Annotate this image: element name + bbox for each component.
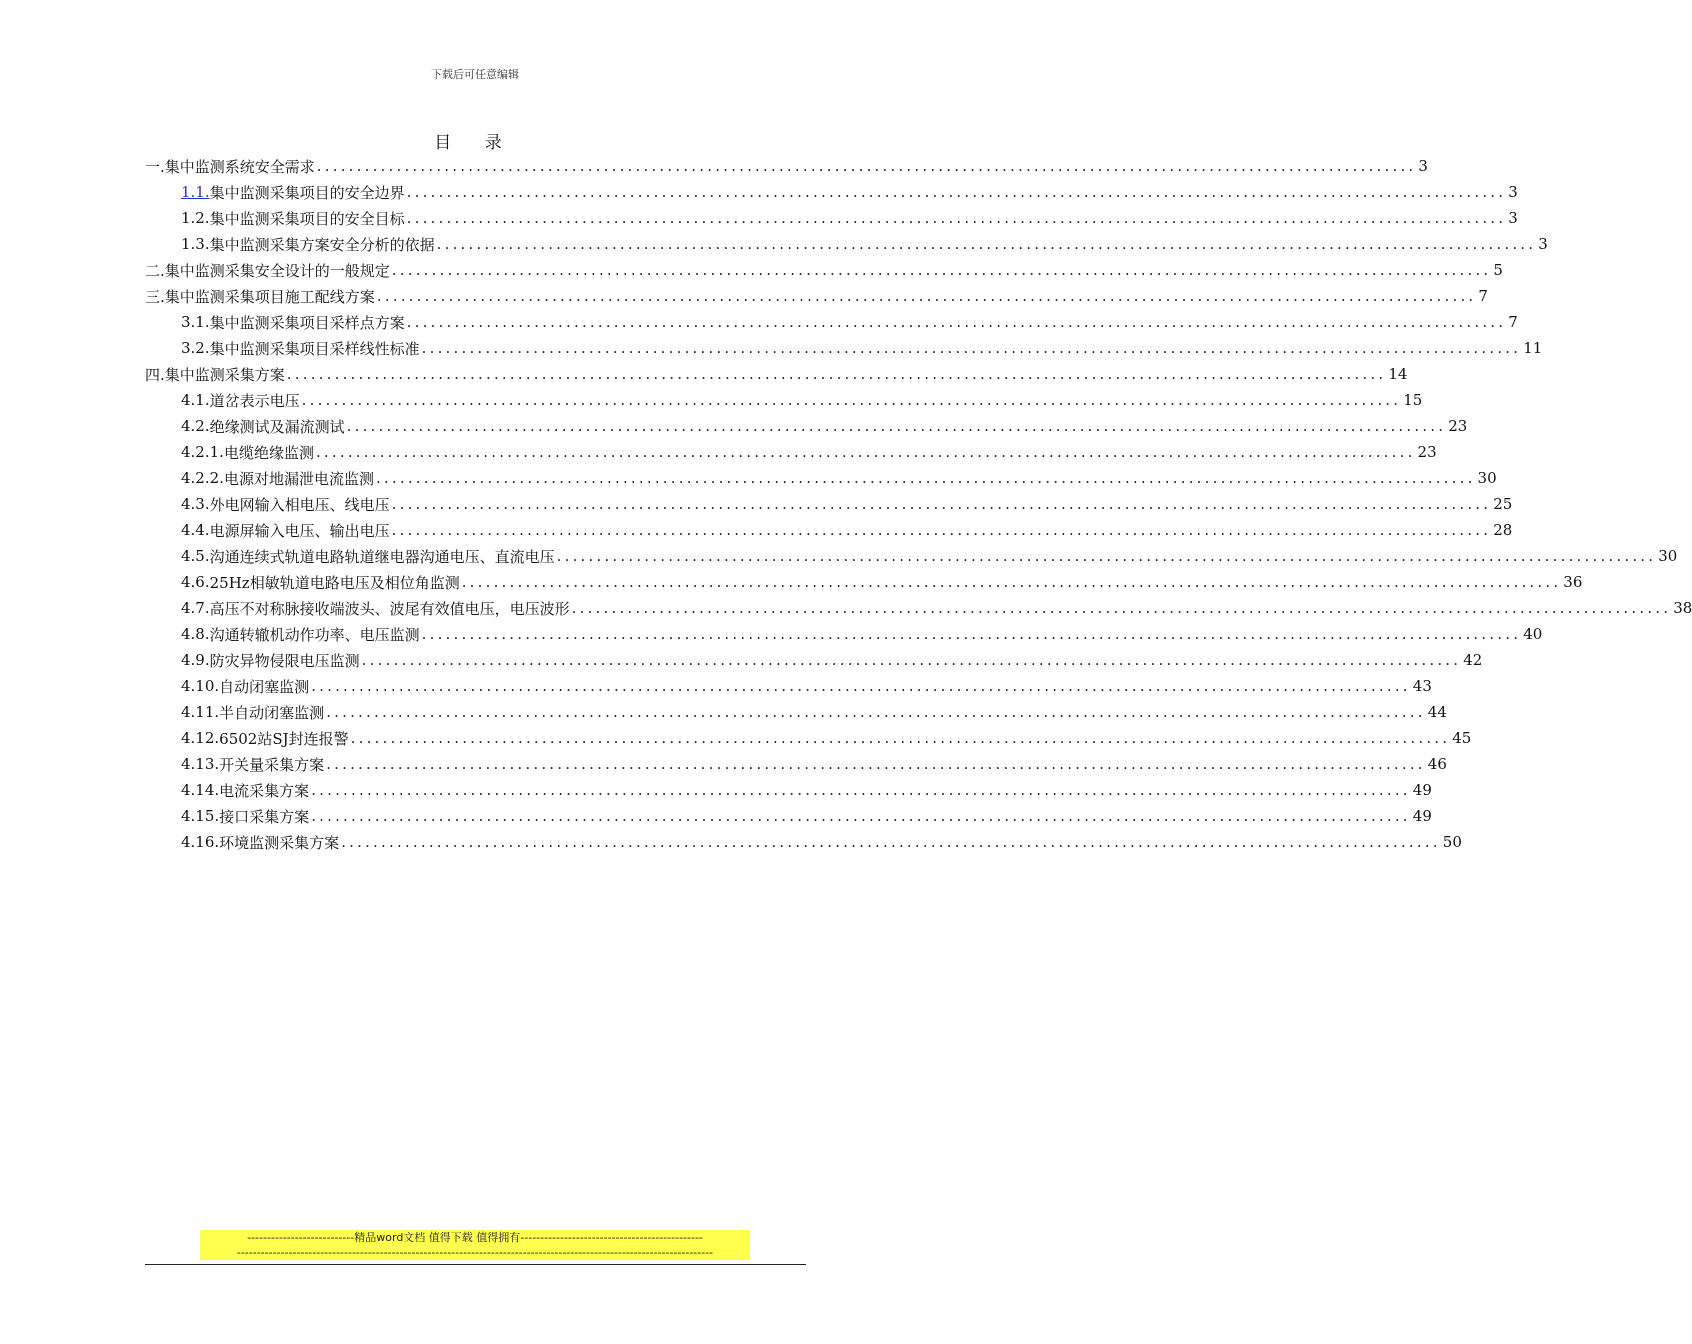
toc-entry[interactable] [181,621,1543,647]
toc-entry[interactable] [181,777,1432,803]
toc-entry[interactable] [181,387,1423,413]
toc-entry-number: 4.11. [181,703,220,721]
toc-leader-dots: .......................................................................................................................................... [375,469,1476,487]
toc-leader-dots: .......................................................................................................................................... [326,755,1426,773]
toc-entry-text: 6502站SJ封连报警 [219,729,349,748]
toc-entry-number: 4.3. [181,495,210,513]
toc-entry-text: 电源屏输入电压、输出电压 [209,521,390,540]
toc-entry-page: 36 [1563,573,1583,591]
toc-entry-page: 28 [1493,521,1513,539]
toc-entry-text: 集中监测采集方案安全分析的依据 [209,235,435,254]
toc-entry[interactable] [181,231,1548,257]
toc-entry-text: 集中监测采集项目的安全边界 [209,183,405,202]
toc-entry-text: 自动闭塞监测 [219,677,310,696]
footer-banner-line: ---------------------------精品word文档 值得下载 值得拥有---------------------------------------------- [200,1230,750,1245]
toc-entry-page: 40 [1523,625,1543,643]
toc-entry-text: 接口采集方案 [219,807,310,826]
toc-entry[interactable] [181,751,1447,777]
toc-entry-text: 环境监测采集方案 [219,833,340,852]
toc-entry-text: 集中监测采集方案 [164,365,285,384]
toc-leader-dots: .......................................................................................................................................... [421,339,1522,357]
toc-leader-dots: .......................................................................................................................................... [311,807,1411,825]
toc-entry-number: 4.15. [181,807,220,825]
toc-entry-number: 4.13. [181,755,220,773]
toc-leader-dots: .......................................................................................................................................... [406,313,1507,331]
toc-entry-page: 3 [1508,183,1518,201]
toc-entry-page: 46 [1427,755,1447,773]
toc-entry-page: 23 [1448,417,1468,435]
toc-leader-dots: .......................................................................................................................................... [301,391,1402,409]
toc-entry-text: 电缆绝缘监测 [223,443,314,462]
toc-entry-number: 三. [145,287,165,306]
toc-entry[interactable] [181,491,1513,517]
toc-entry[interactable] [181,673,1432,699]
toc-entry[interactable] [181,205,1518,231]
toc-entry-text: 绝缘测试及漏流测试 [209,417,345,436]
toc-entry-page: 43 [1412,677,1432,695]
toc-leader-dots: .......................................................................................................................................... [406,183,1507,201]
toc-entry-number: 4.2. [181,417,210,435]
toc-leader-dots: .......................................................................................................................................... [391,261,1492,279]
toc-leader-dots: .......................................................................................................................................... [286,365,1387,383]
toc-entry-page: 7 [1478,287,1488,305]
toc-entry-text: 高压不对称脉接收端波头、波尾有效值电压，电压波形 [209,599,570,618]
toc-entry[interactable] [181,725,1472,751]
toc-entry-text: 集中监测采集安全设计的一般规定 [164,261,390,280]
toc-entry-text: 电源对地漏泄电流监测 [223,469,374,488]
toc-entry-text: 集中监测采集项目采样线性标准 [209,339,420,358]
toc-entry-text: 开关量采集方案 [219,755,325,774]
toc-entry[interactable] [145,283,1488,309]
toc-entry-page: 50 [1442,833,1462,851]
toc-entry[interactable] [181,179,1518,205]
toc-entry-page: 49 [1412,807,1432,825]
toc-entry-page: 15 [1403,391,1423,409]
toc-entry-page: 30 [1477,469,1497,487]
toc-entry[interactable] [181,569,1583,595]
toc-entry[interactable] [181,699,1447,725]
toc-entry-text: 道岔表示电压 [209,391,300,410]
toc-leader-dots: .......................................................................................................................................... [391,495,1492,513]
toc-entry[interactable] [181,803,1432,829]
toc-leader-dots: .......................................................................................................................................... [361,651,1462,669]
toc-entry-number: 4.5. [181,547,210,565]
toc-entry-number: 4.4. [181,521,210,539]
toc-entry-number: 1.2. [181,209,210,227]
toc-leader-dots: .......................................................................................................................................... [346,417,1447,435]
toc-entry-number: 一. [145,157,165,176]
toc-entry[interactable] [181,543,1678,569]
toc-leader-dots: .......................................................................................................................................... [341,833,1441,851]
toc-leader-dots: .......................................................................................................................................... [315,443,1416,461]
toc-entry-text: 集中监测采集项目采样点方案 [209,313,405,332]
toc-entry[interactable] [145,361,1408,387]
toc-entry-page: 42 [1463,651,1483,669]
toc-entry-number: 4.10. [181,677,220,695]
toc-leader-dots: .......................................................................................................................................... [311,781,1411,799]
toc-leader-dots: .......................................................................................................................................... [391,521,1492,539]
toc-entry-page: 49 [1412,781,1432,799]
toc-entry-text: 集中监测采集项目的安全目标 [209,209,405,228]
toc-leader-dots: .......................................................................................................................................... [406,209,1507,227]
toc-entry-number: 4.9. [181,651,210,669]
footer-rule [145,1264,806,1265]
toc-entry-number[interactable]: 1.1. [181,183,210,201]
toc-entry[interactable] [181,335,1543,361]
toc-entry-page: 3 [1418,157,1428,175]
toc-leader-dots: .......................................................................................................................................... [326,703,1426,721]
toc-entry[interactable] [181,465,1497,491]
toc-entry-page: 30 [1658,547,1678,565]
toc-entry-number: 3.1. [181,313,210,331]
toc-entry[interactable] [181,517,1513,543]
toc-entry-page: 7 [1508,313,1518,331]
toc-entry-page: 11 [1523,339,1543,357]
toc-entry-number: 4.6. [181,573,210,591]
toc-entry-page: 45 [1452,729,1472,747]
toc-entry-page: 25 [1493,495,1513,513]
toc-leader-dots: .......................................................................................................................................... [461,573,1562,591]
toc-entry[interactable] [145,257,1503,283]
toc-entry-text: 电流采集方案 [219,781,310,800]
toc-entry-number: 4.16. [181,833,220,851]
toc-leader-dots: .......................................................................................................................................... [436,235,1537,253]
toc-entry[interactable] [181,413,1468,439]
toc-entry[interactable] [181,647,1483,673]
toc-entry-number: 二. [145,261,165,280]
toc-entry-number: 4.7. [181,599,210,617]
toc-entry-number: 4.14. [181,781,220,799]
toc-entry[interactable] [181,829,1462,855]
toc-entry-page: 3 [1508,209,1518,227]
toc-entry[interactable] [181,595,1692,621]
toc-entry-number: 1.3. [181,235,210,253]
toc-title: 目 录 [434,133,516,153]
toc-entry-number: 4.12. [181,729,220,747]
toc-entry-page: 44 [1427,703,1447,721]
toc-entry-text: 沟通转辙机动作功率、电压监测 [209,625,420,644]
toc-leader-dots: .......................................................................................................................................... [556,547,1657,565]
toc-entry-text: 集中监测系统安全需求 [164,157,315,176]
toc-leader-dots: .......................................................................................................................................... [350,729,1451,747]
footer-banner [200,1230,750,1260]
toc-entry[interactable] [181,439,1437,465]
page-header: 下载后可任意编辑 [431,68,519,81]
toc-leader-dots: .......................................................................................................................................... [421,625,1522,643]
toc-entry-text: 外电网输入相电压、线电压 [209,495,390,514]
footer-banner-line: ------------------------------------------------------------------------------------------------------------------------ [200,1245,750,1260]
toc-leader-dots: .......................................................................................................................................... [376,287,1477,305]
toc-entry-page: 38 [1673,599,1692,617]
toc-entry-page: 23 [1417,443,1437,461]
toc-leader-dots: .......................................................................................................................................... [571,599,1672,617]
toc-entry-number: 4.2.1. [181,443,224,461]
toc-entry-number: 4.1. [181,391,210,409]
toc-entry-text: 半自动闭塞监测 [219,703,325,722]
toc-entry[interactable] [145,153,1428,179]
toc-entry-number: 3.2. [181,339,210,357]
toc-entry-text: 25Hz相敏轨道电路电压及相位角监测 [209,573,460,592]
toc-entry-text: 集中监测采集项目施工配线方案 [164,287,375,306]
toc-entry-page: 14 [1388,365,1408,383]
toc-entry-page: 3 [1538,235,1548,253]
toc-entry-number: 四. [145,365,165,384]
toc-entry-page: 5 [1493,261,1503,279]
toc-entry[interactable] [181,309,1518,335]
toc-entry-text: 沟通连续式轨道电路轨道继电器沟通电压、直流电压 [209,547,555,566]
toc-entry-text: 防灾异物侵限电压监测 [209,651,360,670]
toc-entry-number: 4.2.2. [181,469,224,487]
toc-leader-dots: .......................................................................................................................................... [316,157,1417,175]
toc-entry-number: 4.8. [181,625,210,643]
toc-leader-dots: .......................................................................................................................................... [311,677,1411,695]
